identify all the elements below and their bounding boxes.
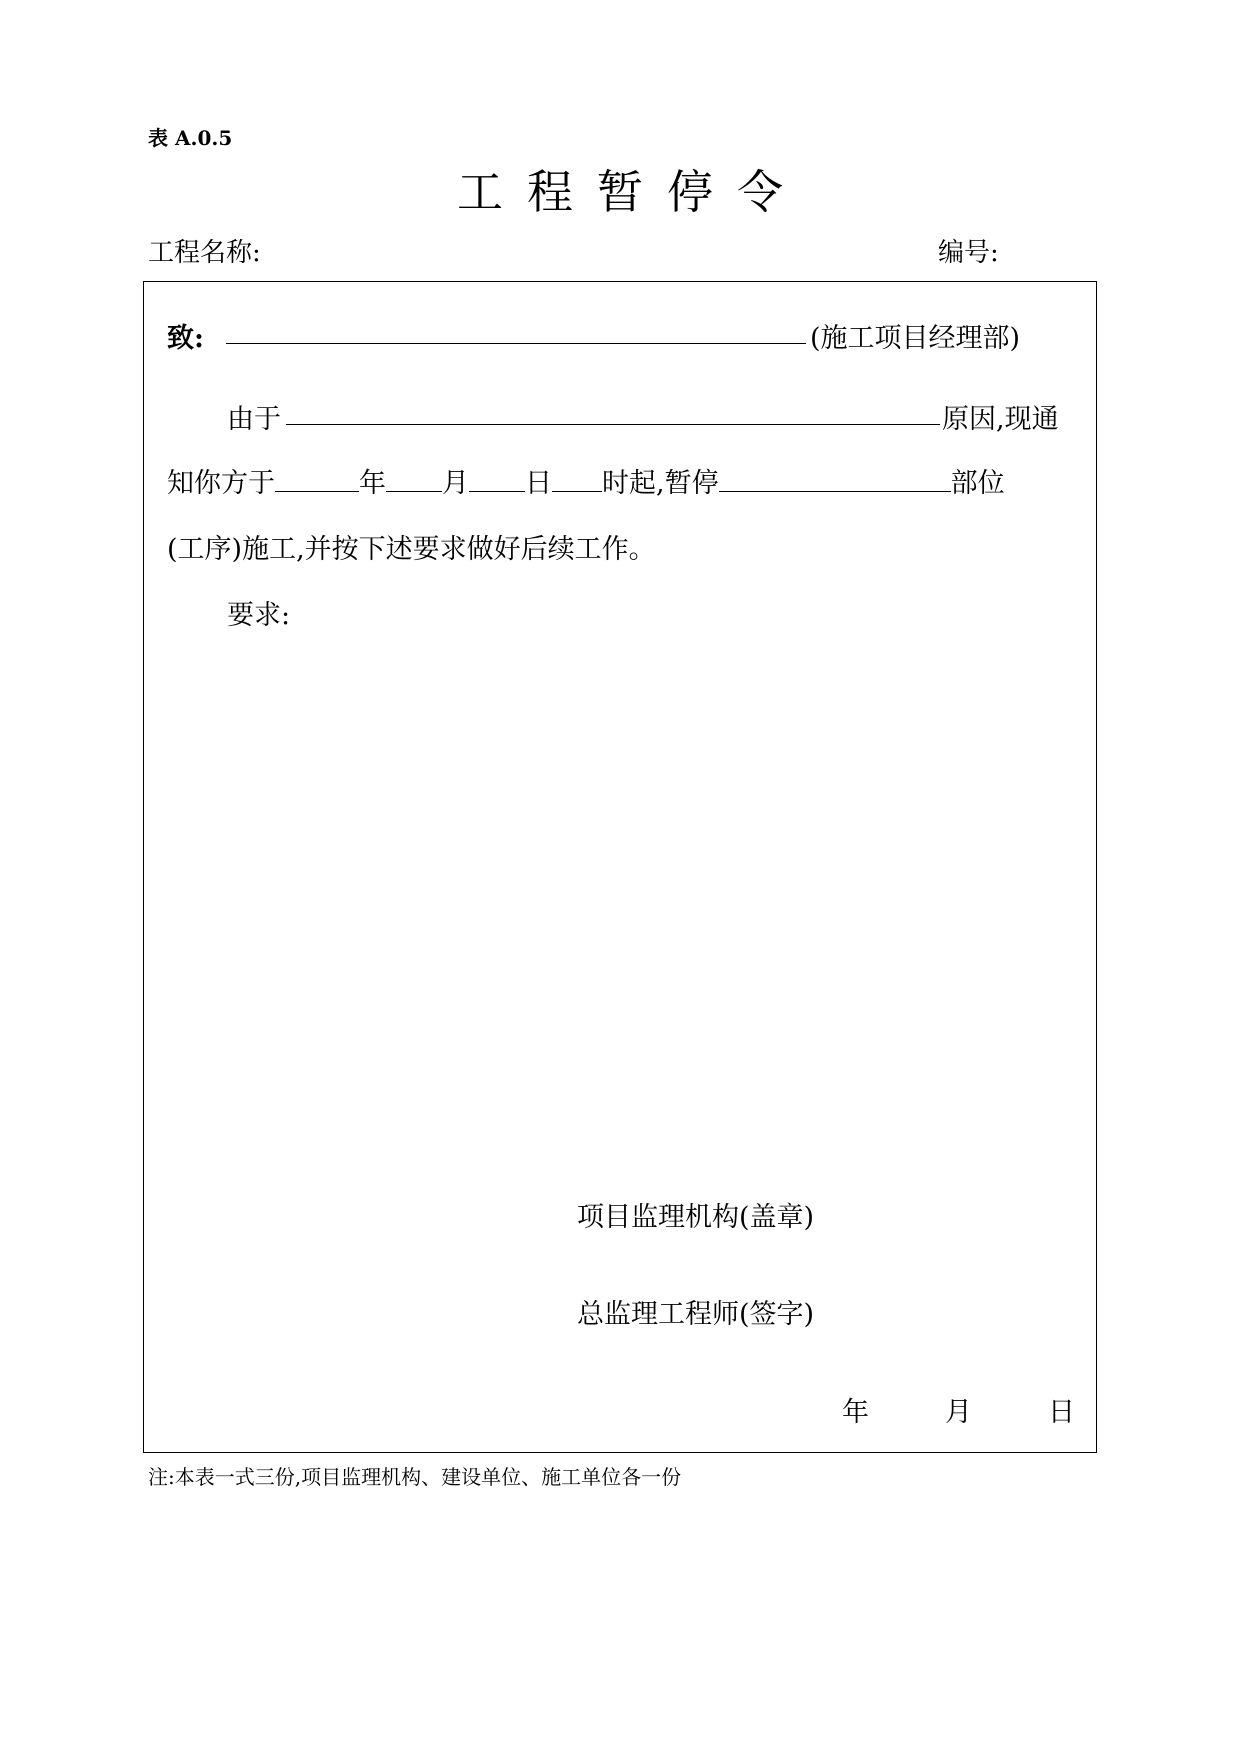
footnote: 注:本表一式三份,项目监理机构、建设单位、施工单位各一份 [148,1465,682,1489]
day-label: 日 [525,468,552,499]
addressee-field[interactable] [226,319,806,344]
month-field[interactable] [386,464,442,492]
reason-field[interactable] [286,400,940,425]
chief-engineer-signature-label: 总监理工程师(签字) [577,1299,815,1330]
hour-suffix: 时起,暂停 [602,468,719,499]
part-suffix: 部位 [950,468,1005,499]
year-label: 年 [359,468,386,499]
form-code: 表 A.0.5 [148,126,233,150]
addressee-suffix: (施工项目经理部) [810,323,1021,354]
day-field[interactable] [469,464,525,492]
reason-prefix: 由于 [227,404,281,435]
date-year-label: 年 [842,1397,869,1428]
month-label: 月 [442,468,469,499]
supervision-org-seal-label: 项目监理机构(盖章) [577,1202,815,1233]
follow-up-text: (工序)施工,并按下述要求做好后续工作。 [167,534,656,565]
suspension-time-row [167,461,1005,500]
page-title: 工程暂停令 [457,165,807,219]
addressee-label: 致: [167,323,204,354]
date-month-label: 月 [945,1397,972,1428]
project-name-label: 工程名称: [148,238,261,268]
reason-suffix: 原因,现通 [942,404,1059,435]
year-field[interactable] [275,464,359,492]
form-frame [143,281,1097,1453]
date-day-label: 日 [1048,1397,1075,1428]
suspended-part-field[interactable] [719,464,951,492]
requirements-label: 要求: [227,600,291,631]
hour-field[interactable] [552,464,602,492]
serial-number-label: 编号: [938,238,999,268]
time-row-prefix: 知你方于 [167,468,275,499]
